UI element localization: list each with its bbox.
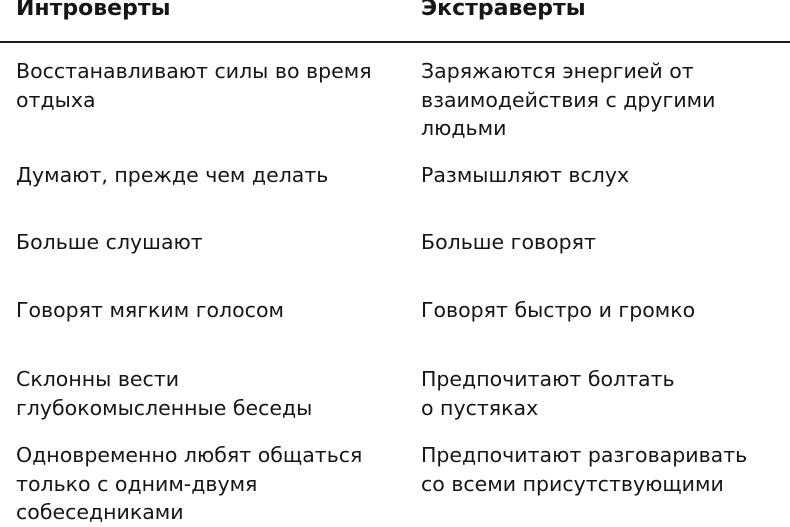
extraverts-cell: Заряжаются энергией от взаимодействия с другими людьми (421, 59, 716, 140)
extraverts-cell: Предпочитают болтать о пустяках (421, 367, 675, 420)
introverts-cell: Говорят мягким голосом (16, 298, 284, 322)
introverts-cell: Склонны вести глубокомысленные беседы (16, 367, 313, 420)
introverts-cell: Думают, прежде чем делать (16, 163, 329, 187)
header-extraverts: Экстраверты (421, 0, 586, 21)
introverts-cell: Больше слушают (16, 230, 203, 254)
header-introverts: Интроверты (16, 0, 171, 21)
extraverts-cell: Предпочитают разговаривать со всеми присутствующими (421, 443, 748, 496)
extraverts-cell: Размышляют вслух (421, 163, 630, 187)
extraverts-cell: Больше говорят (421, 230, 596, 254)
introverts-cell: Восстанавливают силы во время отдыха (16, 59, 372, 112)
header-divider (0, 41, 790, 43)
extraverts-cell: Говорят быстро и громко (421, 298, 696, 322)
introverts-cell: Одновременно любят общаться только с одним-двумя собеседниками (16, 443, 363, 524)
table-header (0, 0, 790, 42)
